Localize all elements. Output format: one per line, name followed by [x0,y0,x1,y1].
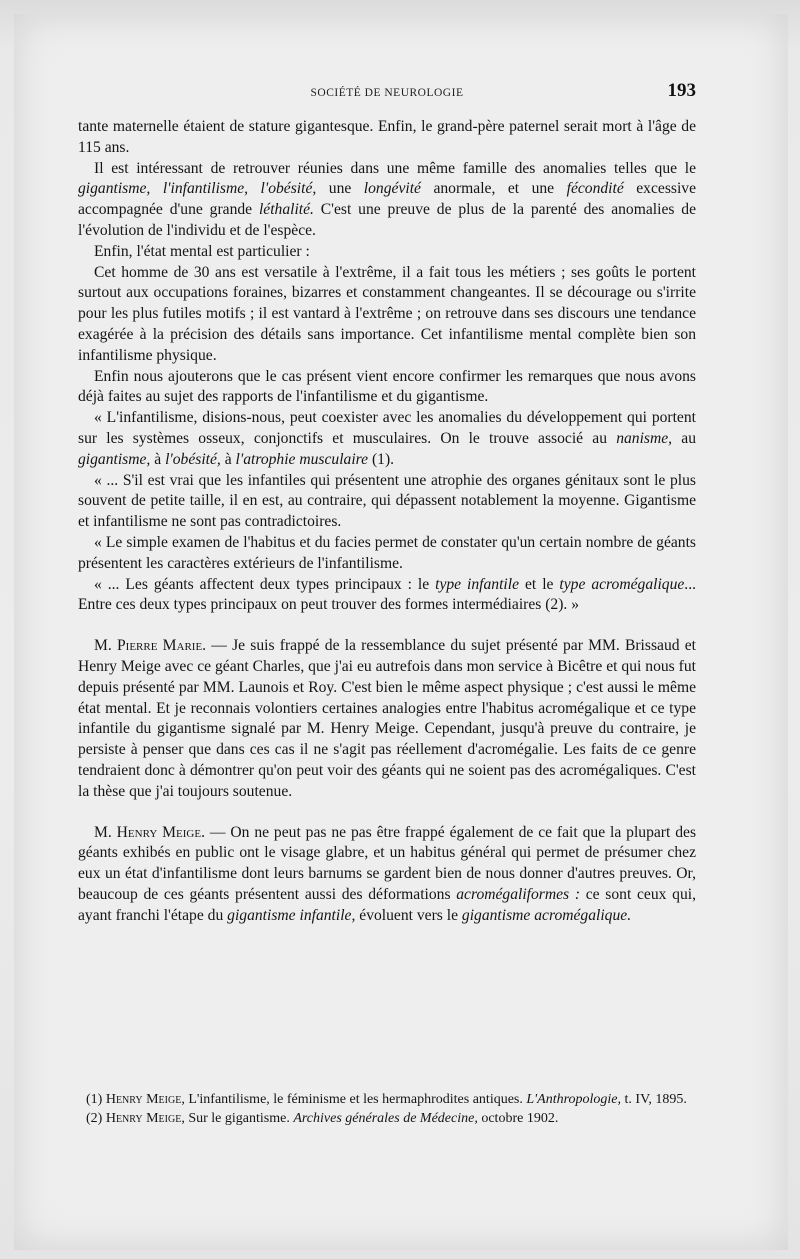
speaker-name: Henry Meige. [116,823,205,841]
page-number: 193 [667,80,696,101]
speaker-name: Pierre Marie. [116,637,207,655]
paragraph-anomalies: Il est intéressant de retrouver réunies dans une même famille des anomalies telles que le gigantisme, l'infantilisme, l'obésité, une longévité anormale, et une fécondité excessive accompagnée d'une grande léthalité. C'est une preuve de plus de la parenté des anomalies de l'évolution de l'individu et de l'espèce. [78,159,697,239]
paragraph-remarks: Enfin nous ajouterons que le cas présent vient encore confirmer les remarques que nous avons déjà faites au sujet des rapports de l'infantilisme et du gigantisme. [78,367,696,406]
quote-atrophy: « ... S'il est vrai que les infantiles qui présentent une atrophie des organes génitaux sont le plus souvent de petite taille, il en est, au contraire, qui dépassent notablement la moyenne. Gigantisme et infantilisme ne sont pas contradictoires. [78,471,696,531]
remark-pierre-marie: M. Pierre Marie. — Je suis frappé de la ressemblance du sujet présenté par MM. Brissaud et Henry Meige avec ce géant Charles, que j'ai eu autrefois dans mon service à Bicêtre et qui nous fut depuis présenté par MM. Launois et Roy. C'est bien le même aspect physique ; c'est aussi le même état mental. Et je reconnais volontiers certaines analogies entre l'habitus acromégalique et ce type infantile du gigantisme signalé par M. Henry Meige. Cependant, jusqu'à preuve du contraire, je persiste à penser que dans ces cas il ne s'agit pas réellement d'acromégalie. Les faits de ce genre tendraient donc à démontrer qu'on peut voir des géants qui ne soient pas des acromégaliques. C'est la thèse que j'ai toujours soutenue. [78,637,696,800]
footnote-2: (2) Henry Meige, Sur le gigantisme. Archives générales de Médecine, octobre 1902. [86,1110,559,1126]
footnotes [78,1091,696,1128]
article-body [78,117,696,926]
section-gap [78,616,696,636]
paragraph-maternal: tante maternelle étaient de stature gigantesque. Enfin, le grand-père paternel serait mort à l'âge de 115 ans. [78,118,696,156]
section-gap [78,803,696,823]
footnote-1: (1) Henry Meige, L'infantilisme, le féminisme et les hermaphrodites antiques. L'Anthropologie, t. IV, 1895. [86,1092,687,1107]
paragraph-versatile: Cet homme de 30 ans est versatile à l'extrême, il a fait tous les métiers ; ses goûts le portent surtout aux occupations foraines, bizarres et constamment changeantes. Il se décourage ou s'irrite pour les plus futiles motifs ; il est vantard à l'extrême ; on retrouve dans ses discours une tendance exagérée à la précision des détails sans importance. Cet infantilisme mental complète bien son infantilisme physique. [78,263,696,364]
running-head [78,80,696,105]
quote-giant-types: « ... Les géants affectent deux types principaux : le type infantile et le type acromégalique... Entre ces deux types principaux on peut trouver des formes intermédiaires (2). » [78,575,696,614]
quote-habitus: « Le simple examen de l'habitus et du facies permet de constater qu'un certain nombre de géants présentent les caractères extérieurs de l'infantilisme. [78,533,696,572]
quote-infantilism: « L'infantilisme, disions-nous, peut coexister avec les anomalies du développement qui portent sur les systèmes osseux, conjonctifs et musculaires. On le trouve associé au nanisme, au gigantisme, à l'obésité, à l'atrophie musculaire (1). [78,409,696,468]
remark-henry-meige: M. Henry Meige. — On ne peut pas ne pas être frappé également de ce fait que la plupart des géants exhibés en public ont le visage glabre, et un habitus général qui permet de présumer chez eux un état d'infantilisme dont leurs barnums se gardent bien de nous donner d'autres preuves. Or, beaucoup de ces géants présentent aussi des déformations acromégaliformes : ce sont ceux qui, ayant franchi l'étape du gigantisme infantile, évoluent vers le gigantisme acromégalique. [78,823,697,924]
paragraph-mental-state: Enfin, l'état mental est particulier : [94,242,310,260]
running-head-title: SOCIÉTÉ DE NEUROLOGIE [310,87,464,99]
